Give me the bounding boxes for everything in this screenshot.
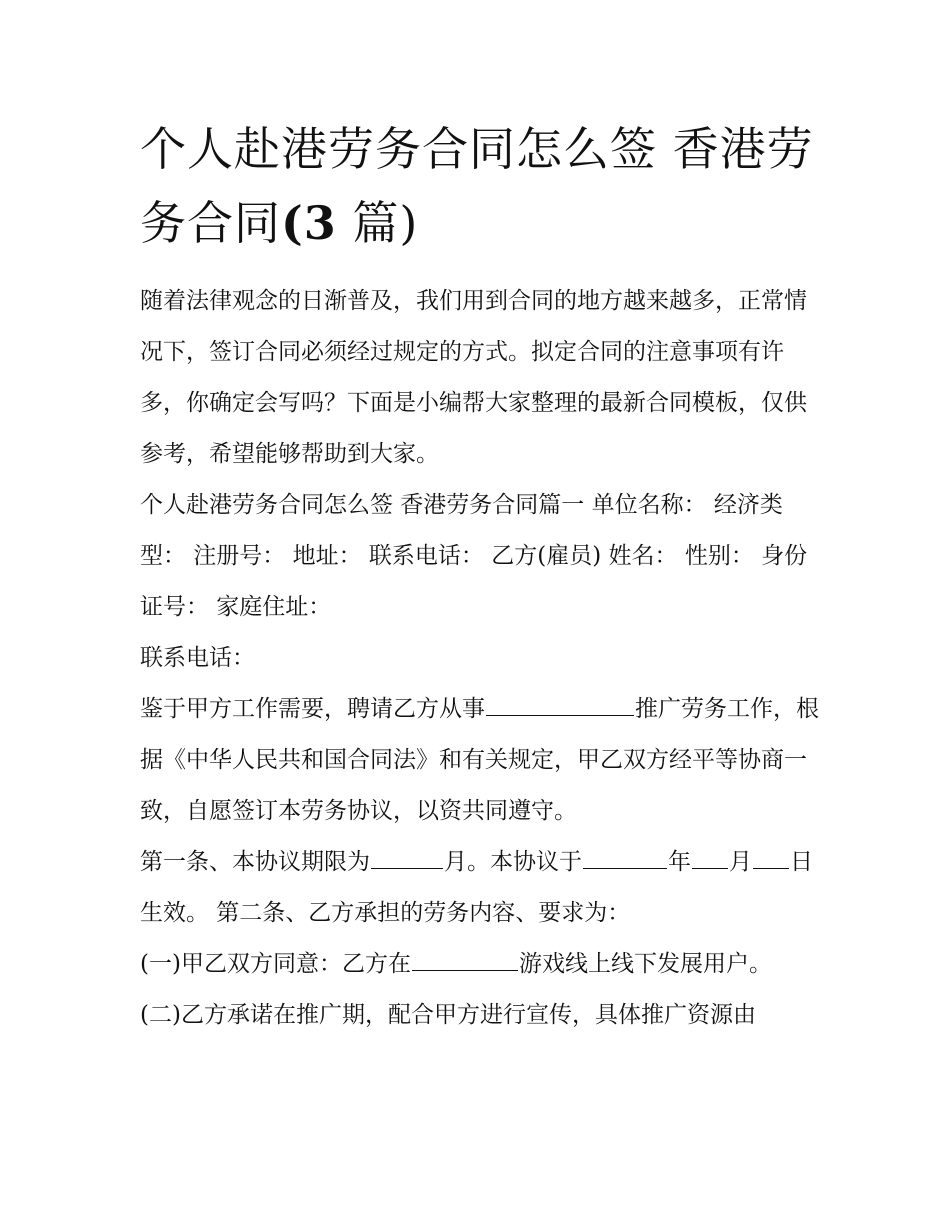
fill-in-blank [412, 947, 518, 971]
document-title [140, 112, 820, 260]
item-1-text-a: (一)甲乙双方同意：乙方在 [140, 951, 411, 977]
article-1-text-d: 月 [729, 849, 752, 875]
recital-text-a: 鉴于甲方工作需要，聘请乙方从事 [140, 696, 485, 722]
item-1-text-b: 游戏线上线下发展用户。 [518, 951, 772, 977]
title-count: (3 [281, 196, 337, 250]
fill-in-blank [371, 845, 443, 869]
title-suffix: 篇) [336, 196, 419, 250]
article-1-text-c: 年 [668, 849, 691, 875]
article-1-text-e: 日生效。 第二条、乙方承担的劳务内容、要求为： [140, 849, 813, 926]
title-text: 个人赴港劳务合同怎么签 香港劳务合同 [140, 122, 814, 250]
phone-paragraph: 联系电话： [140, 645, 255, 671]
recital-text-b: 推广劳务工作，根据《中华人民共和国合同法》和有关规定，甲乙双方经平等协商一致，自愿签订本劳务协议，以资共同遵守。 [140, 696, 819, 824]
document-body [140, 276, 820, 1041]
fill-in-blank [692, 845, 728, 869]
fill-in-blank [583, 845, 667, 869]
item-1-paragraph [140, 939, 820, 990]
article-1-text-a: 第一条、本协议期限为 [140, 849, 370, 875]
fill-in-blank [753, 845, 789, 869]
item-2-paragraph: (二)乙方承诺在推广期，配合甲方进行宣传，具体推广资源由 [140, 1002, 756, 1028]
fill-in-blank [486, 692, 634, 716]
recital-paragraph [140, 684, 820, 837]
article-1-text-b: 月。本协议于 [444, 849, 582, 875]
section-heading-paragraph: 个人赴港劳务合同怎么签 香港劳务合同篇一 单位名称： 经济类型： 注册号： 地址： 联系电话： 乙方(雇员) 姓名： 性别： 身份证号： 家庭住址： [140, 492, 808, 620]
article-1-paragraph [140, 837, 820, 939]
intro-paragraph: 随着法律观念的日渐普及，我们用到合同的地方越来越多，正常情况下，签订合同必须经过规定的方式。拟定合同的注意事项有许多，你确定会写吗？下面是小编帮大家整理的最新合同模板，仅供参考，希望能够帮助到大家。 [140, 288, 807, 467]
